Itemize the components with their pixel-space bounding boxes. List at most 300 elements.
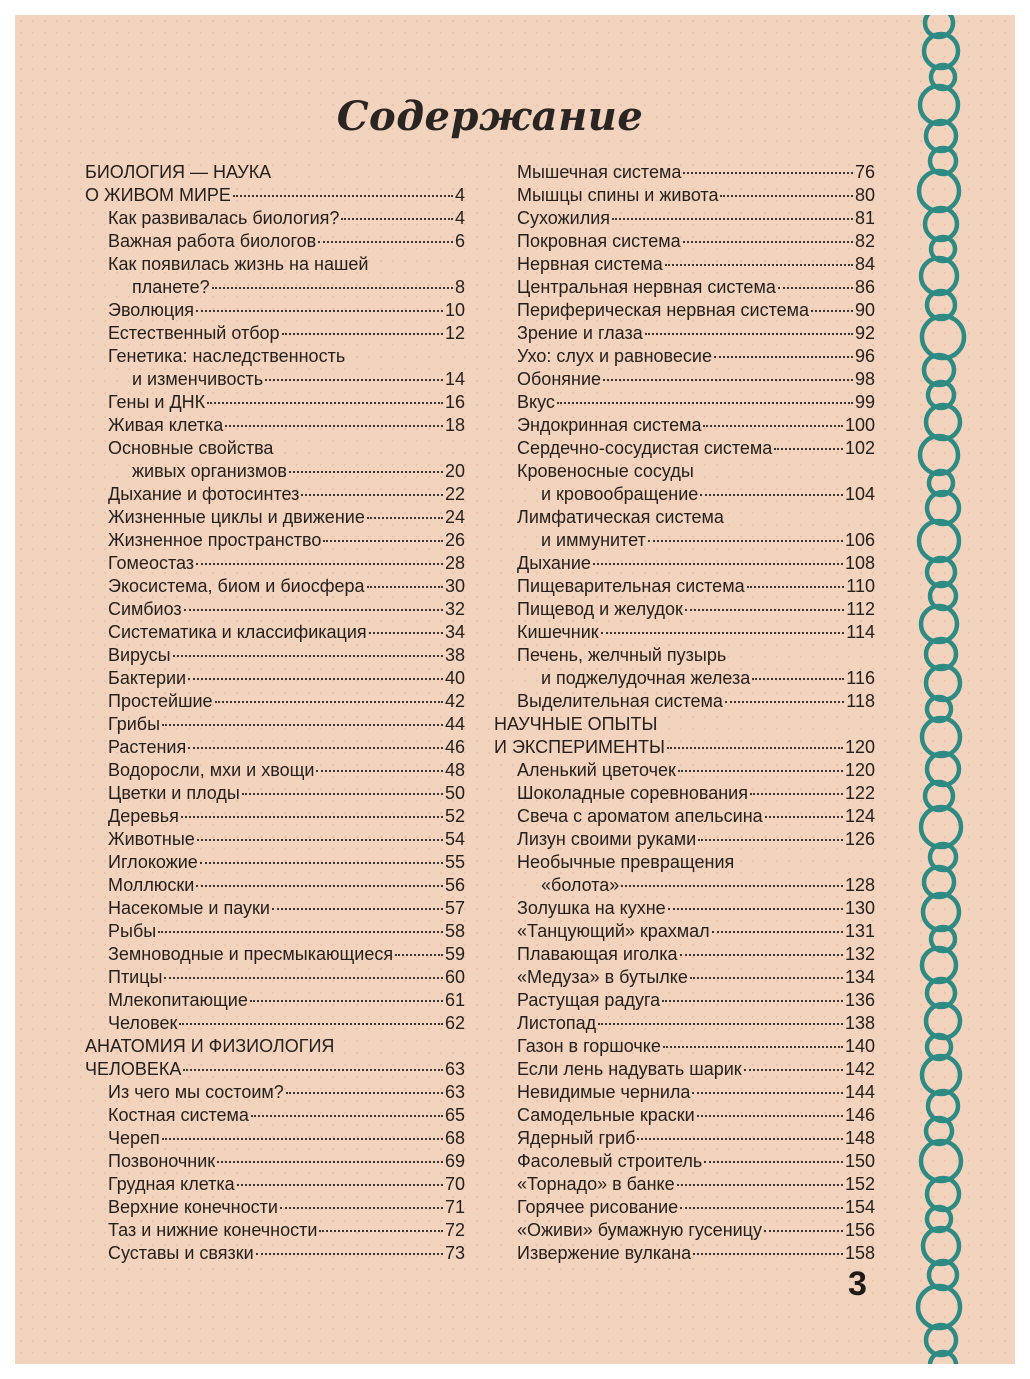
toc-entry-page: 68 [444,1128,465,1148]
toc-entry-page: 8 [454,277,465,297]
toc-entry-title: Насекомые и пауки [108,898,270,918]
toc-entry [494,1219,875,1242]
toc-entry [85,460,465,483]
toc-entry-title: Необычные превращения [517,852,735,872]
toc-entry-title: Бактерии [108,668,187,688]
dot-leader [289,471,443,473]
toc-entry [85,1242,465,1265]
toc-entry-page: 71 [444,1197,465,1217]
toc-entry-title: Мышцы спины и живота [517,185,719,205]
dot-leader [197,839,443,841]
toc-entry [85,322,465,345]
toc-entry-page: 14 [444,369,465,389]
toc-entry-page: 118 [846,691,875,711]
dot-leader [683,172,853,174]
toc-entry-page: 12 [444,323,465,343]
toc-entry-title: Гомеостаз [108,553,195,573]
dot-leader [181,816,443,818]
toc-entry [494,1104,875,1127]
toc-entry-page: 55 [444,852,465,872]
toc-entry-title: Симбиоз [108,599,182,619]
toc-entry-title: АНАТОМИЯ И ФИЗИОЛОГИЯ [85,1036,335,1056]
dot-leader [704,1161,843,1163]
toc-entry-title: Из чего мы состоим? [108,1082,284,1102]
dot-leader [677,1184,843,1186]
toc-entry-title: Позвоночник [108,1151,216,1171]
toc-entry-page: 96 [854,346,875,366]
toc-entry-title: Водоросли, мхи и хвощи [108,760,315,780]
toc-entry [85,966,465,989]
toc-entry [494,667,875,690]
dot-leader [369,632,443,634]
toc-entry-title: Если лень надувать шарик [517,1059,742,1079]
page-title: Содержание [336,93,644,140]
dot-leader [690,977,843,979]
toc-entry-title: Аленький цветочек [517,760,676,780]
toc-entry-title: Нервная система [517,254,663,274]
toc-entry-page: 73 [444,1243,465,1263]
dot-leader [323,540,443,542]
toc-entry [494,575,875,598]
dot-leader [250,1000,443,1002]
dot-leader [183,1069,443,1071]
toc-entry-page: 72 [444,1220,465,1240]
toc-entry [85,1127,465,1150]
toc-entry-title: Человек [108,1013,178,1033]
toc-entry-title: Верхние конечности [108,1197,278,1217]
toc-entry-page: 18 [444,415,465,435]
toc-entry-page: 61 [444,990,465,1010]
toc-entry-title: Мышечная система [517,162,682,182]
toc-entry-page: 32 [444,599,465,619]
toc-entry-title: Простейшие [108,691,213,711]
toc-entry-title: Кровеносные сосуды [517,461,694,481]
toc-entry-page: 4 [454,208,465,228]
toc-entry [494,253,875,276]
toc-entry-title: Сердечно-сосудистая система [517,438,773,458]
toc-entry [85,690,465,713]
toc-entry-title: О ЖИВОМ МИРЕ [85,185,231,205]
toc-entry [494,460,875,483]
toc-entry [494,621,875,644]
toc-entry [85,276,465,299]
toc-entry [494,299,875,322]
toc-entry-page: 28 [444,553,465,573]
toc-entry-title: «Танцующий» крахмал [517,921,710,941]
toc-entry-title: И ЭКСПЕРИМЕНТЫ [494,737,665,757]
toc-entry [494,1081,875,1104]
toc-entry-title: Череп [108,1128,160,1148]
toc-entry-page: 112 [846,599,875,619]
dot-leader [598,1023,843,1025]
dot-leader [225,425,443,427]
toc-entry [85,851,465,874]
toc-entry-page: 30 [444,576,465,596]
toc-entry-title: Листопад [517,1013,597,1033]
toc-entry [85,621,465,644]
toc-entry [85,1219,465,1242]
toc-entry [494,598,875,621]
toc-section-heading [85,161,465,184]
dot-leader [720,195,852,197]
toc-entry-page: 70 [444,1174,465,1194]
toc-entry [85,736,465,759]
dot-leader [683,241,853,243]
toc-entry [494,368,875,391]
toc-entry-title: Цветки и плоды [108,783,240,803]
dot-leader [685,609,844,611]
toc-entry-title: Важная работа биологов [108,231,317,251]
chain-ring [930,1352,956,1364]
chain-ring [921,606,957,642]
dot-leader [188,678,443,680]
decorative-ring-chain [905,15,977,1364]
dot-leader [207,402,443,404]
toc-entry-title: Вкус [517,392,555,412]
toc-entry [494,414,875,437]
dot-leader [774,448,843,450]
toc-entry-title: Шоколадные соревнования [517,783,748,803]
chain-ring [921,807,961,847]
dot-leader [714,356,853,358]
toc-entry-page: 62 [444,1013,465,1033]
toc-entry-title: Лимфатическая система [517,507,724,527]
toc-entry-title: Сухожилия [517,208,611,228]
toc-entry-title: Центральная нервная система [517,277,776,297]
toc-section-heading [85,184,465,207]
toc-entry-title: Моллюски [108,875,195,895]
dot-leader [200,862,443,864]
toc-entry [85,1173,465,1196]
toc-entry-title: Млекопитающие [108,990,248,1010]
toc-entry [494,322,875,345]
toc-entry [85,782,465,805]
toc-entry [85,299,465,322]
toc-entry-page: 126 [844,829,875,849]
dot-leader [593,563,843,565]
toc-entry-title: Рыбы [108,921,157,941]
dot-leader [747,586,845,588]
toc-entry [85,345,465,368]
toc-entry [85,483,465,506]
toc-entry [494,437,875,460]
toc-entry-page: 20 [444,461,465,481]
dot-leader [811,310,853,312]
toc-entry-title: Дыхание [517,553,591,573]
toc-entry-page: 154 [844,1197,875,1217]
toc-section-heading [85,1058,465,1081]
toc-entry-page: 16 [444,392,465,412]
toc-entry [494,552,875,575]
toc-entry-title: Извержение вулкана [517,1243,692,1263]
toc-entry-title: Периферическая нервная система [517,300,810,320]
toc-entry [85,713,465,736]
dot-leader [698,839,843,841]
toc-entry-title: Грудная клетка [108,1174,235,1194]
toc-entry-title: Горячее рисование [517,1197,679,1217]
dot-leader [184,609,443,611]
toc-entry-title: Деревья [108,806,179,826]
dot-leader [237,1184,443,1186]
toc-entry-title: и кровообращение [541,484,699,504]
toc-entry-page: 92 [854,323,875,343]
toc-entry-page: 136 [844,990,875,1010]
toc-entry-title: Основные свойства [108,438,274,458]
dot-leader [778,287,853,289]
dot-leader [256,1253,443,1255]
toc-entry-title: Генетика: наследственность [108,346,346,366]
toc-entry [85,920,465,943]
toc-entry [85,667,465,690]
chain-ring [920,436,958,474]
toc-entry [85,552,465,575]
toc-entry [494,529,875,552]
dot-leader [251,1115,443,1117]
dot-leader [282,333,443,335]
toc-entry-page: 60 [444,967,465,987]
chain-ring [923,894,959,930]
dot-leader [703,425,842,427]
toc-entry-title: Кишечник [517,622,599,642]
toc-entry-title: Растения [108,737,187,757]
toc-entry-page: 100 [844,415,875,435]
dot-leader [744,1069,843,1071]
toc-entry-page: 116 [846,668,875,688]
dot-leader [367,586,443,588]
toc-entry [494,828,875,851]
toc-entry-title: Фасолевый строитель [517,1151,703,1171]
dot-leader [663,1046,843,1048]
toc-entry [494,1035,875,1058]
dot-leader [693,1253,843,1255]
toc-entry-title: Земноводные и пресмыкающиеся [108,944,394,964]
toc-entry [494,1127,875,1150]
toc-entry [85,1104,465,1127]
dot-leader [612,218,853,220]
dot-leader [164,977,442,979]
toc-entry-page: 98 [854,369,875,389]
dot-leader [319,1230,443,1232]
toc-entry [494,276,875,299]
toc-entry-page: 40 [444,668,465,688]
toc-entry-title: Свеча с ароматом апельсина [517,806,763,826]
toc-entry-title: Как развивалась биология? [108,208,340,228]
toc-entry [494,690,875,713]
toc-entry [494,1196,875,1219]
chain-ring [922,316,964,358]
toc-entry-page: 26 [444,530,465,550]
toc-entry-page: 148 [844,1128,875,1148]
toc-entry-page: 120 [844,737,875,757]
toc-entry-title: Эволюция [108,300,195,320]
toc-entry [85,805,465,828]
dot-leader [621,885,843,887]
chain-ring [919,521,959,561]
toc-entry-page: 56 [444,875,465,895]
toc-entry [494,506,875,529]
toc-entry-title: Обоняние [517,369,602,389]
toc-entry-title: и иммунитет [541,530,646,550]
dot-leader [212,287,453,289]
page-number: 3 [848,1265,867,1303]
toc-entry [494,644,875,667]
toc-entry-title: Пищеварительная система [517,576,745,596]
toc-entry [85,414,465,437]
toc-entry-title: Печень, желчный пузырь [517,645,727,665]
toc-entry-page: 146 [844,1105,875,1125]
toc-entry [85,391,465,414]
chain-ring [918,1286,960,1328]
dot-leader [179,1023,443,1025]
dot-leader [697,1115,843,1117]
dot-leader [217,1161,443,1163]
dot-leader [367,517,443,519]
toc-entry-title: Живая клетка [108,415,224,435]
toc-entry [85,989,465,1012]
toc-entry-title: Растущая радуга [517,990,661,1010]
toc-entry-page: 46 [444,737,465,757]
dot-leader [603,379,853,381]
dot-leader [242,793,443,795]
toc-entry-page: 142 [844,1059,875,1079]
dot-leader [265,379,443,381]
chain-ring [921,1141,961,1181]
toc-entry-title: Естественный отбор [108,323,280,343]
toc-entry-title: «Медуза» в бутылке [517,967,688,987]
toc-entry [85,759,465,782]
toc-entry [85,575,465,598]
dot-leader [601,632,845,634]
toc-entry-page: 65 [444,1105,465,1125]
toc-entry-title: Плавающая иголка [517,944,678,964]
toc-section-heading [494,736,875,759]
toc-entry-page: 81 [854,208,875,228]
toc-entry-title: Суставы и связки [108,1243,254,1263]
toc-section-heading [85,1035,465,1058]
toc-entry-title: Таз и нижние конечности [108,1220,318,1240]
toc-entry-title: «болота» [541,875,620,895]
toc-entry-page: 108 [844,553,875,573]
toc-entry [494,1150,875,1173]
toc-entry-title: «Оживи» бумажную гусеницу [517,1220,762,1240]
toc-entry-title: ЧЕЛОВЕКА [85,1059,182,1079]
toc-entry-page: 44 [444,714,465,734]
toc-entry-page: 86 [854,277,875,297]
toc-entry [494,184,875,207]
toc-entry [85,828,465,851]
toc-entry-title: БИОЛОГИЯ — НАУКА [85,162,272,182]
toc-entry-title: Лизун своими руками [517,829,697,849]
dot-leader [678,770,843,772]
toc-entry-title: Зрение и глаза [517,323,643,343]
dot-leader [712,931,843,933]
chain-ring [922,1056,960,1094]
book-page [15,15,1015,1364]
toc-entry-page: 128 [844,875,875,895]
toc-entry-title: Ухо: слух и равновесие [517,346,712,366]
toc-column-right [494,161,875,1265]
dot-leader [750,793,843,795]
toc-entry [494,966,875,989]
toc-entry-page: 156 [844,1220,875,1240]
dot-leader [158,931,443,933]
dot-leader [662,1000,843,1002]
toc-entry [85,529,465,552]
toc-entry [85,506,465,529]
toc-entry-page: 52 [444,806,465,826]
toc-entry [494,920,875,943]
dot-leader [173,655,443,657]
toc-entry [494,1173,875,1196]
dot-leader [680,954,843,956]
dot-leader [692,1092,843,1094]
toc-entry-title: Жизненное пространство [108,530,322,550]
toc-entry-page: 63 [444,1082,465,1102]
toc-section-heading [494,713,875,736]
dot-leader [557,402,853,404]
toc-entry-page: 84 [854,254,875,274]
dot-leader [196,563,443,565]
dot-leader [196,310,443,312]
toc-entry-title: Птицы [108,967,163,987]
toc-entry-page: 102 [844,438,875,458]
toc-entry-page: 110 [846,576,875,596]
toc-entry-title: живых организмов [132,461,287,481]
toc-entry [85,1150,465,1173]
toc-entry-page: 144 [844,1082,875,1102]
toc-entry [85,1081,465,1104]
toc-entry-title: Экосистема, биом и биосфера [108,576,365,596]
dot-leader [301,494,443,496]
toc-entry [85,230,465,253]
toc-entry-page: 24 [444,507,465,527]
dot-leader [765,816,843,818]
toc-entry-page: 22 [444,484,465,504]
dot-leader [680,1207,843,1209]
toc-entry-title: Пищевод и желудок [517,599,683,619]
dot-leader [764,1230,843,1232]
dot-leader [272,908,443,910]
dot-leader [637,1138,843,1140]
toc-entry [494,874,875,897]
toc-entry [85,1196,465,1219]
toc-entry [85,644,465,667]
toc-entry [85,943,465,966]
toc-entry [85,207,465,230]
toc-entry-title: Дыхание и фотосинтез [108,484,300,504]
toc-entry [494,230,875,253]
toc-entry-title: Иглокожие [108,852,198,872]
toc-entry-page: 63 [444,1059,465,1079]
dot-leader [188,747,443,749]
dot-leader [196,885,443,887]
toc-entry [85,897,465,920]
toc-entry-page: 10 [444,300,465,320]
dot-leader [341,218,453,220]
toc-entry [494,207,875,230]
toc-entry-title: Эндокринная система [517,415,702,435]
toc-entry-page: 138 [844,1013,875,1033]
toc-entry-title: Систематика и классификация [108,622,367,642]
dot-leader [668,908,843,910]
dot-leader [665,264,853,266]
dot-leader [752,678,844,680]
toc-entry [494,989,875,1012]
toc-entry [494,161,875,184]
dot-leader [725,701,844,703]
toc-entry [494,1242,875,1265]
dot-leader [667,747,843,749]
